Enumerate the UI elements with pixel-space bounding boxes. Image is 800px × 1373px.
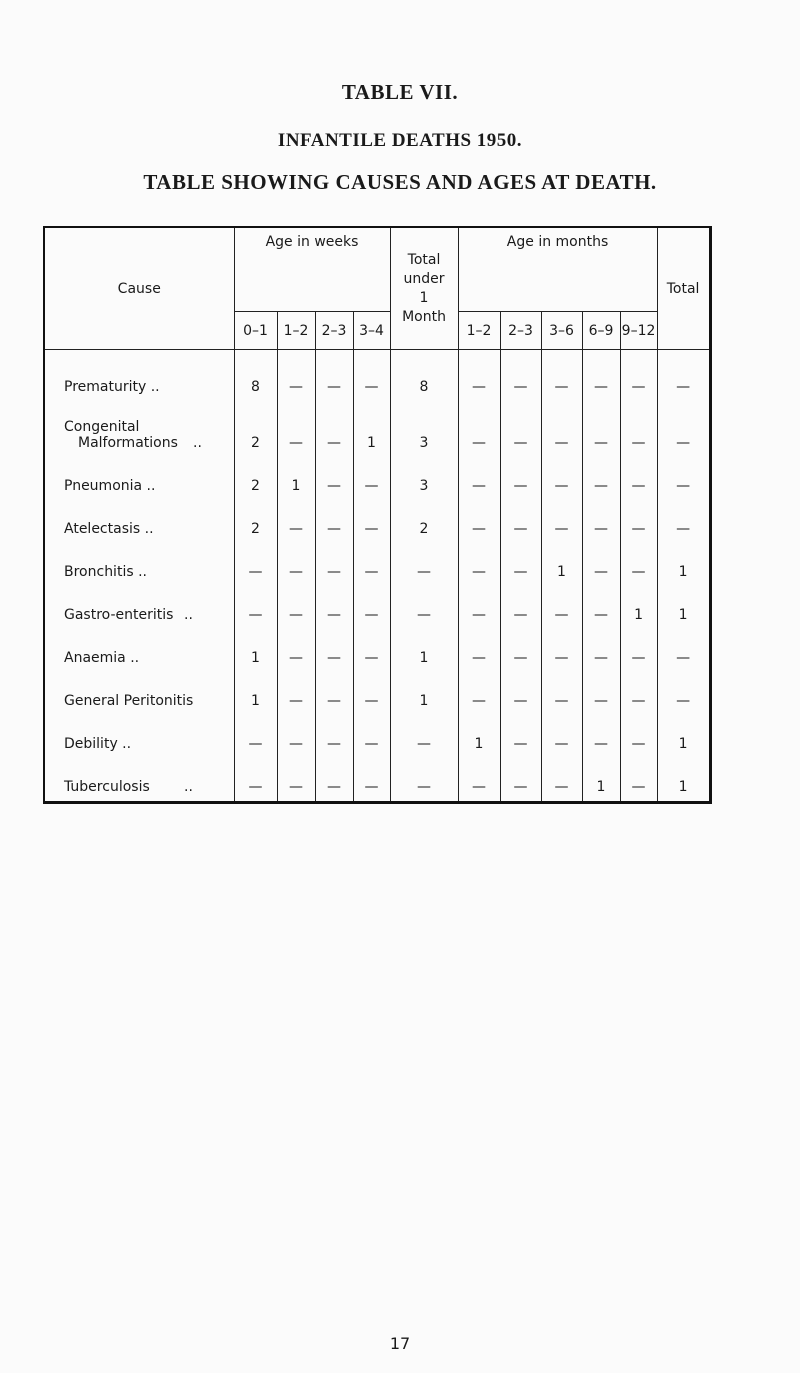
value-cell: — [458,543,500,586]
value-cell: — [500,672,541,715]
header-age-weeks: Age in weeks [234,227,390,312]
header-total-under-month-line: Total [407,251,441,268]
cause-cell [44,401,234,457]
value-cell: — [458,350,500,402]
value-cell: — [458,758,500,803]
value-cell: — [500,401,541,457]
value-cell: — [620,758,657,803]
value-cell: — [541,629,582,672]
cause-name: General Peritonitis [64,693,194,709]
value-cell: — [353,715,390,758]
value-cell: — [541,350,582,402]
value-cell: — [620,543,657,586]
value-cell: — [500,500,541,543]
value-cell: — [315,350,353,402]
header-total-under-month [390,227,458,350]
value-cell: — [541,401,582,457]
value-cell: — [582,350,620,402]
value-cell: 8 [234,350,277,402]
value-cell: — [390,586,458,629]
header-months-6-9: 6–9 [582,312,620,350]
cause-cell [44,758,234,803]
value-cell: 3 [390,401,458,457]
header-months-1-2: 1–2 [458,312,500,350]
value-cell: — [353,543,390,586]
value-cell: — [541,758,582,803]
table-row [44,715,710,758]
cause-cell [44,629,234,672]
value-cell: 1 [657,586,710,629]
header-weeks-2-3: 2–3 [315,312,353,350]
value-cell: — [500,758,541,803]
value-cell: — [277,586,315,629]
value-cell: 2 [234,401,277,457]
value-cell: — [620,401,657,457]
table-row [44,543,710,586]
value-cell: — [315,629,353,672]
value-cell: — [234,758,277,803]
value-cell: — [458,629,500,672]
value-cell: — [582,629,620,672]
value-cell: 1 [657,715,710,758]
value-cell: — [353,758,390,803]
value-cell: — [315,586,353,629]
document-subtitle: INFANTILE DEATHS 1950. [277,130,523,151]
value-cell: — [353,350,390,402]
value-cell: — [620,715,657,758]
table-row [44,500,710,543]
value-cell: — [390,543,458,586]
value-cell: — [500,457,541,500]
cause-cell [44,457,234,500]
value-cell: — [315,543,353,586]
table-row [44,758,710,803]
value-cell: — [620,629,657,672]
cause-name: Anaemia .. [64,650,140,666]
value-cell: 8 [390,350,458,402]
table-body [44,350,710,803]
value-cell: — [582,672,620,715]
cause-cell [44,500,234,543]
header-months-3-6: 3–6 [541,312,582,350]
table-row [44,629,710,672]
header-total: Total [657,227,710,350]
table-row [44,586,710,629]
value-cell: — [458,500,500,543]
cause-cell [44,543,234,586]
value-cell: — [458,457,500,500]
value-cell: — [657,672,710,715]
value-cell: — [315,672,353,715]
value-cell: — [541,672,582,715]
value-cell: 2 [390,500,458,543]
header-weeks-0-1: 0–1 [234,312,277,350]
value-cell: — [277,350,315,402]
value-cell: — [234,715,277,758]
value-cell: — [582,543,620,586]
cause-name: Debility .. [64,736,132,752]
value-cell: — [277,629,315,672]
leader-dots: .. [184,779,193,795]
value-cell: 1 [541,543,582,586]
value-cell: 1 [234,672,277,715]
header-total-under-month-line: 1 [419,289,429,306]
value-cell: — [620,672,657,715]
table-row [44,672,710,715]
value-cell: — [657,457,710,500]
cause-name: Congenital [64,419,140,435]
header-weeks-1-2: 1–2 [277,312,315,350]
value-cell: — [353,457,390,500]
value-cell: — [315,500,353,543]
value-cell: — [620,457,657,500]
value-cell: — [620,500,657,543]
value-cell: 1 [390,672,458,715]
value-cell: — [234,543,277,586]
value-cell: 1 [277,457,315,500]
table-caption: TABLE SHOWING CAUSES AND AGES AT DEATH. [143,170,657,194]
value-cell: — [277,500,315,543]
value-cell: — [582,500,620,543]
table-number: TABLE VII. [341,80,459,104]
header-total-under-month-line: under [403,270,445,287]
header-total-under-month-line: Month [402,308,446,325]
leader-dots: .. [193,435,202,451]
value-cell: — [315,715,353,758]
cause-name: Bronchitis .. [64,564,147,580]
value-cell: — [500,715,541,758]
value-cell: — [277,715,315,758]
value-cell: — [657,629,710,672]
value-cell: — [315,758,353,803]
value-cell: — [657,350,710,402]
table-row [44,401,710,457]
cause-name: Malformations [78,435,178,451]
value-cell: — [458,586,500,629]
value-cell: — [541,715,582,758]
value-cell: — [500,543,541,586]
value-cell: — [582,586,620,629]
cause-name: Tuberculosis [64,779,150,795]
value-cell: 2 [234,500,277,543]
header-cause: Cause [44,227,234,350]
value-cell: — [353,672,390,715]
value-cell: — [458,401,500,457]
value-cell: — [582,401,620,457]
value-cell: — [277,401,315,457]
value-cell: 1 [582,758,620,803]
value-cell: — [390,758,458,803]
value-cell: — [657,500,710,543]
value-cell: 2 [234,457,277,500]
value-cell: — [657,401,710,457]
value-cell: — [353,500,390,543]
header-age-months: Age in months [458,227,657,312]
cause-name: Atelectasis .. [64,521,154,537]
value-cell: — [541,586,582,629]
page-number: 17 [389,1334,411,1353]
value-cell: 3 [390,457,458,500]
value-cell: — [500,350,541,402]
value-cell: — [234,586,277,629]
value-cell: — [500,629,541,672]
value-cell: — [541,457,582,500]
value-cell: — [500,586,541,629]
value-cell: — [620,350,657,402]
header-weeks-3-4: 3–4 [353,312,390,350]
value-cell: — [353,586,390,629]
deaths-table-container [43,226,712,804]
cause-cell [44,715,234,758]
value-cell: 1 [657,543,710,586]
value-cell: 1 [353,401,390,457]
cause-cell [44,350,234,402]
value-cell: 1 [458,715,500,758]
table-row [44,350,710,402]
table-row [44,457,710,500]
cause-cell [44,586,234,629]
value-cell: 1 [234,629,277,672]
value-cell: 1 [390,629,458,672]
value-cell: — [582,715,620,758]
cause-name: Pneumonia .. [64,478,156,494]
value-cell: — [390,715,458,758]
leader-dots: .. [184,607,193,623]
cause-cell [44,672,234,715]
value-cell: — [582,457,620,500]
value-cell: — [277,758,315,803]
value-cell: 1 [657,758,710,803]
header-months-9-12: 9–12 [620,312,657,350]
header-months-2-3: 2–3 [500,312,541,350]
value-cell: — [277,543,315,586]
value-cell: — [353,629,390,672]
cause-name: Gastro-enteritis [64,607,174,623]
value-cell: — [315,401,353,457]
value-cell: — [277,672,315,715]
cause-name: Prematurity .. [64,379,160,395]
infantile-deaths-table [43,226,712,804]
value-cell: 1 [620,586,657,629]
value-cell: — [541,500,582,543]
value-cell: — [458,672,500,715]
value-cell: — [315,457,353,500]
